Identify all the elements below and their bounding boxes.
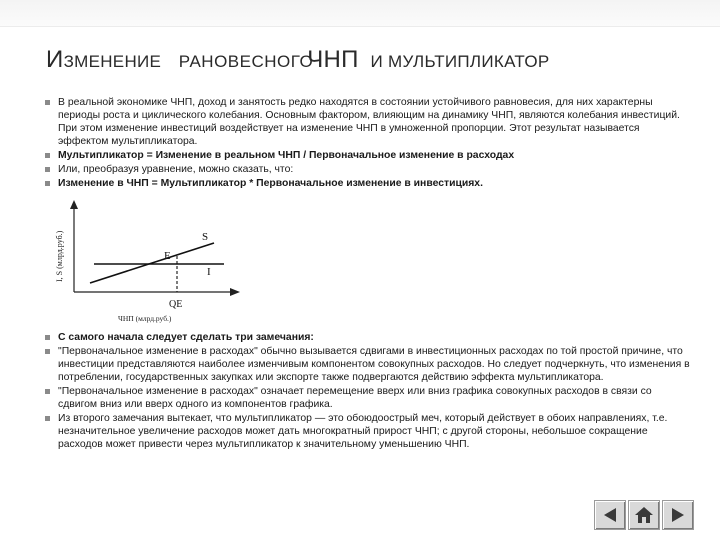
bullet-text: С самого начала следует сделать три замечания: bbox=[58, 332, 314, 343]
investment-curve-label: I bbox=[207, 266, 211, 278]
list-item bbox=[42, 345, 692, 384]
bullet-icon bbox=[45, 349, 50, 354]
x-axis-arrow-icon bbox=[230, 288, 240, 296]
list-item bbox=[42, 149, 692, 162]
back-button[interactable] bbox=[594, 500, 626, 530]
saving-line bbox=[90, 243, 214, 283]
list-item bbox=[42, 177, 692, 190]
equilibrium-point-label: E bbox=[164, 250, 171, 262]
forward-icon bbox=[669, 507, 687, 523]
bullet-text: Мультипликатор = Изменение в реальном ЧНП / Первоначальное изменение в расходах bbox=[58, 150, 515, 161]
list-item bbox=[42, 163, 692, 176]
bullet-list-bottom bbox=[42, 331, 692, 452]
equilibrium-chart bbox=[44, 200, 244, 330]
bullet-text: "Первоначальное изменение в расходах" обычно вызывается сдвигами в инвестиционных расходах по той простой причине, что инвестиции представляются наиболее изменчивым компонентом совокупных расходов. Но следует подчеркнуть, что изменения в потреблении, государственных закупках или экспорте также подвергаются действию эффекта мультипликатора. bbox=[58, 346, 690, 383]
bullet-icon bbox=[45, 153, 50, 158]
bullet-icon bbox=[45, 100, 50, 105]
title-word-2: РАНОВЕСНОГО bbox=[178, 52, 314, 71]
title-word-4: И МУЛЬТИПЛИКАТОР bbox=[370, 52, 550, 71]
page-title bbox=[46, 46, 696, 74]
title-word-1: ЗМЕНЕНИЕ bbox=[63, 52, 162, 71]
bullet-text: В реальной экономике ЧНП, доход и занятость редко находятся в состоянии устойчивого равновесия, для них характерны периоды роста и циклического колебания. Основным фактором, влияющим на динамику ЧНП, являются колебания инвестиций. При этом изменение инвестиций воздействует на изменение ЧНП в умноженной пропорции. Этот результат называется эффектом мультипликатора. bbox=[58, 97, 680, 147]
list-item bbox=[42, 412, 692, 451]
list-item bbox=[42, 96, 692, 148]
x-axis-label: ЧНП (млрд.руб.) bbox=[118, 314, 172, 323]
list-item bbox=[42, 331, 692, 344]
bullet-text: Или, преобразуя уравнение, можно сказать, что: bbox=[58, 164, 294, 175]
equilibrium-output-label: QE bbox=[169, 299, 183, 310]
bullet-icon bbox=[45, 181, 50, 186]
forward-button[interactable] bbox=[662, 500, 694, 530]
home-button[interactable] bbox=[628, 500, 660, 530]
title-cap: И bbox=[46, 46, 64, 73]
home-icon bbox=[634, 506, 654, 524]
bullet-list-top bbox=[42, 96, 692, 191]
y-axis-arrow-icon bbox=[70, 200, 78, 209]
bullet-text: "Первоначальное изменение в расходах" означает перемещение вверх или вниз графика совокупных расходов в связи со сдвигом вниз или вверх одного из компонентов графика. bbox=[58, 386, 652, 410]
bullet-icon bbox=[45, 416, 50, 421]
bullet-text: Изменение в ЧНП = Мультипликатор * Первоначальное изменение в инвестициях. bbox=[58, 178, 483, 189]
title-word-3: ЧНП bbox=[307, 46, 359, 73]
top-band bbox=[0, 0, 720, 27]
saving-curve-label: S bbox=[202, 231, 209, 243]
bullet-icon bbox=[45, 389, 50, 394]
bullet-icon bbox=[45, 167, 50, 172]
bullet-text: Из второго замечания вытекает, что мультипликатор — это обоюдоострый меч, который действует в обоих направлениях, т.е. незначительное увеличение расходов может дать многократный прирост ЧНП; с другой стороны, небольшое сокращение расходов может привести через мультипликатор к значительному уменьшению ЧНП. bbox=[58, 413, 668, 450]
bullet-icon bbox=[45, 335, 50, 340]
list-item bbox=[42, 385, 692, 411]
back-icon bbox=[601, 507, 619, 523]
y-axis-label: I, S (млрд.руб.) bbox=[55, 230, 64, 282]
